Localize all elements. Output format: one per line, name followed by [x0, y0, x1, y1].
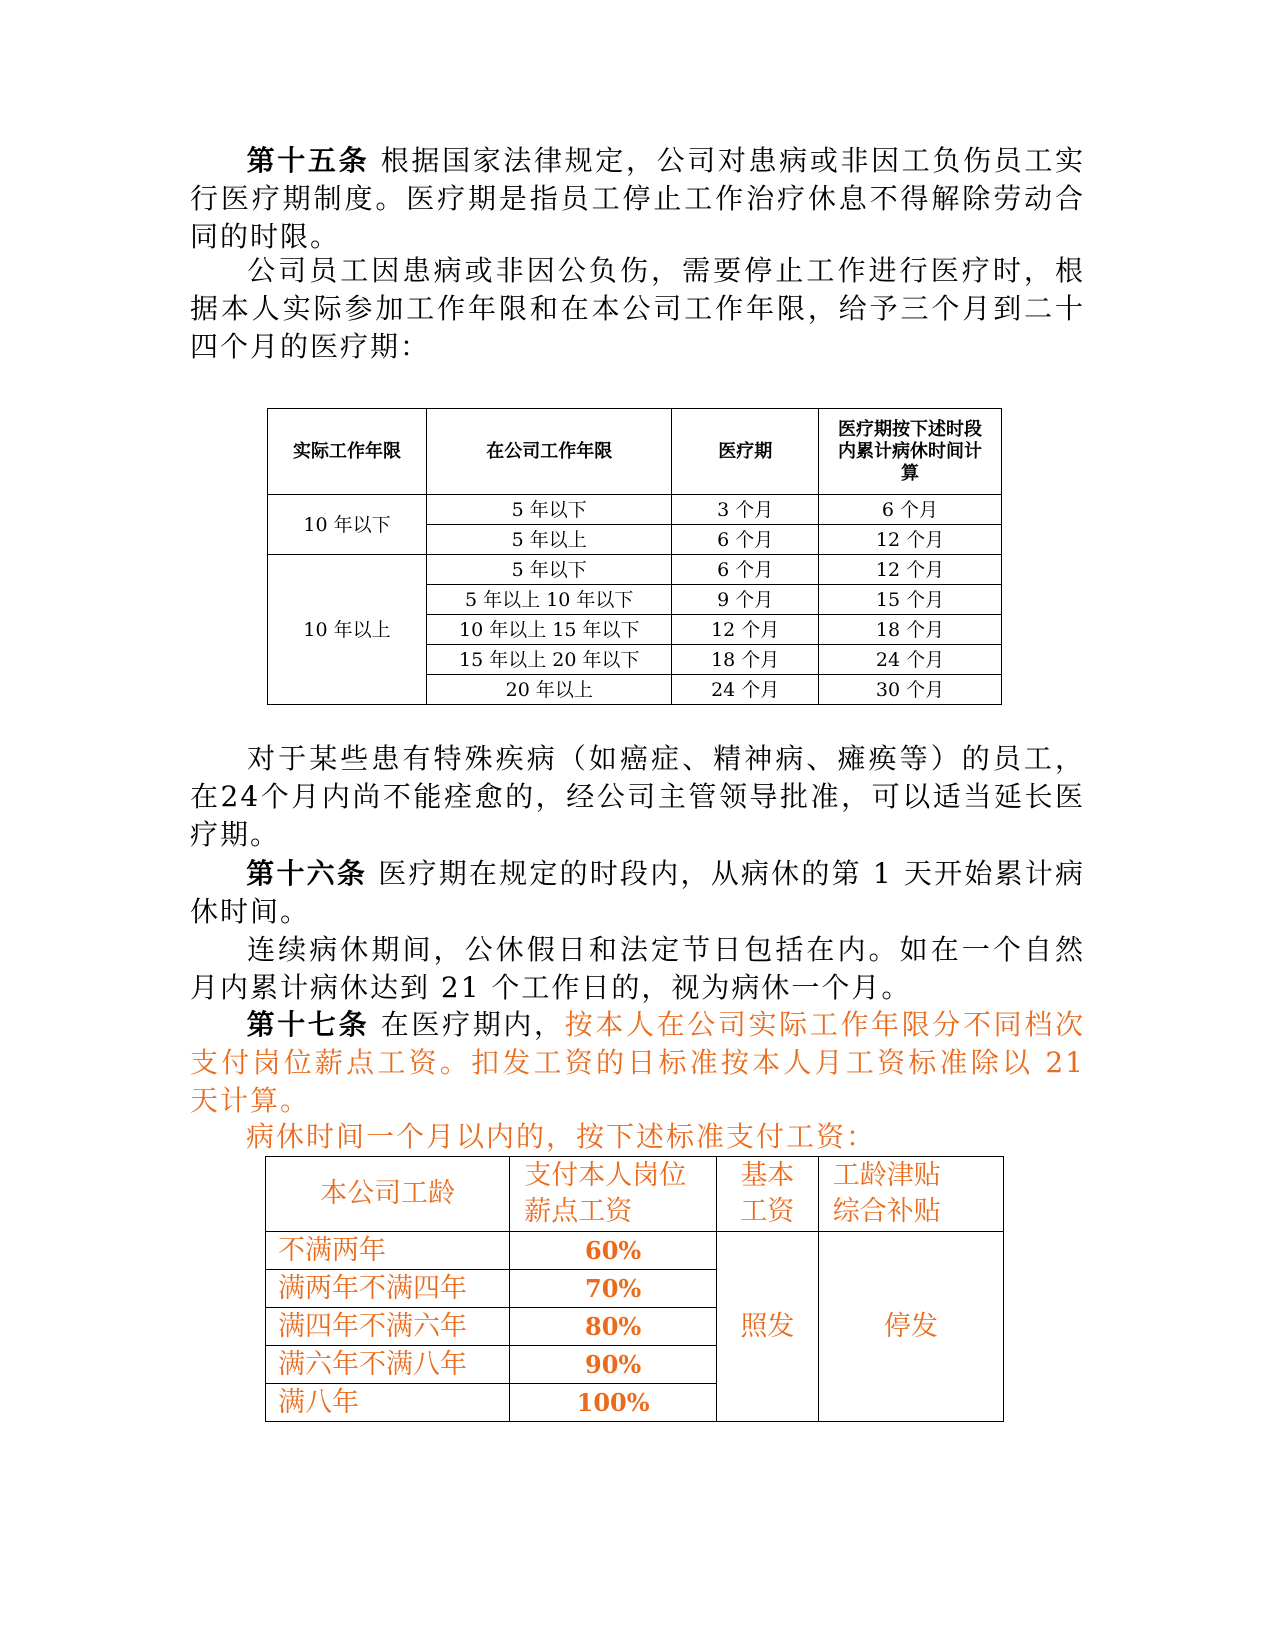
table2-percent-cell: 100%: [510, 1384, 717, 1422]
table1-cell: 6 个月: [672, 555, 819, 585]
article-17: [190, 1006, 1085, 1120]
table2-header-line: 综合补贴: [832, 1196, 941, 1227]
table2-percent-cell: 80%: [510, 1308, 717, 1346]
table1-cell: 18 个月: [819, 615, 1002, 645]
table1-cell: 9 个月: [672, 585, 819, 615]
table2-percent-cell: 90%: [510, 1346, 717, 1384]
table2-header-cell: [716, 1157, 818, 1232]
table1-cell: 6 个月: [672, 525, 819, 555]
table1-header-cell: 实际工作年限: [268, 409, 427, 495]
article-15: [190, 142, 1085, 256]
table2-seniority-cell: 不满两年: [266, 1232, 510, 1270]
table2-allowance-cell: 停发: [818, 1232, 1003, 1422]
article-15-text: 根据国家法律规定，公司对患病或非因工负伤员工实行医疗期制度。医疗期是指员工停止工作治疗休息不得解除劳动合同的时限。: [190, 144, 1085, 253]
article-16-text: 医疗期在规定的时段内，从病休的第 1 天开始累计病休时间。: [190, 857, 1085, 928]
article-15-para2: [190, 252, 1085, 366]
special-disease-text: 对于某些患有特殊疾病（如癌症、精神病、瘫痪等）的员工，在24个月内尚不能痊愈的，经公司主管领导批准，可以适当延长医疗期。: [190, 742, 1085, 851]
table1-header-cell: 在公司工作年限: [427, 409, 672, 495]
table2-seniority-cell: 满四年不满六年: [266, 1308, 510, 1346]
article-15-label: 第十五条: [246, 144, 370, 177]
table1-header-cell: 医疗期: [672, 409, 819, 495]
table1-cell: 6 个月: [819, 495, 1002, 525]
table2-header-line: 基本: [740, 1160, 795, 1191]
table2-header-row: [266, 1157, 1004, 1232]
table1-cell: 12 个月: [819, 555, 1002, 585]
table2-basic-pay-cell: 照发: [716, 1232, 818, 1422]
table2-header-cell: [510, 1157, 717, 1232]
article-17-para2-text: 病休时间一个月以内的，按下述标准支付工资：: [246, 1120, 877, 1153]
table1-cell: 10 年以上 15 年以下: [427, 615, 672, 645]
table1-row: [268, 555, 1002, 585]
table1-group-label: 10 年以上: [268, 555, 427, 705]
table1-cell: 5 年以下: [427, 555, 672, 585]
table1-header-row: [268, 409, 1002, 495]
table2-seniority-cell: 满八年: [266, 1384, 510, 1422]
table2-header-cell: 本公司工龄: [266, 1157, 510, 1232]
article-17-highlight-text: 按本人在公司实际工作年限分不同档次支付岗位薪点工资。扣发工资的日标准按本人月工资标准除以 21 天计算。: [190, 1008, 1085, 1117]
table2-header-line: 薪点工资: [524, 1196, 633, 1227]
table2-header-line: 工龄津贴: [832, 1160, 941, 1191]
article-16-para2-text: 连续病休期间，公休假日和法定节日包括在内。如在一个自然月内累计病休达到 21 个工作日的，视为病休一个月。: [190, 933, 1085, 1004]
table1-header-cell: 医疗期按下述时段内累计病休时间计算: [819, 409, 1002, 495]
table1-cell: 24 个月: [819, 645, 1002, 675]
table2-row: [266, 1232, 1004, 1270]
table2-seniority-cell: 满两年不满四年: [266, 1270, 510, 1308]
table1-cell: 12 个月: [819, 525, 1002, 555]
table1-cell: 15 年以上 20 年以下: [427, 645, 672, 675]
article-16: [190, 855, 1085, 931]
table1-cell: 30 个月: [819, 675, 1002, 705]
table1-cell: 5 年以下: [427, 495, 672, 525]
table1-cell: 15 个月: [819, 585, 1002, 615]
table2-percent-cell: 60%: [510, 1232, 717, 1270]
article-16-label: 第十六条: [246, 857, 368, 890]
medical-period-table: [267, 408, 1002, 705]
sick-pay-table: [265, 1156, 1004, 1422]
table1-row: [268, 495, 1002, 525]
table1-cell: 24 个月: [672, 675, 819, 705]
table2-seniority-cell: 满六年不满八年: [266, 1346, 510, 1384]
table2-header-line: 支付本人岗位: [524, 1160, 687, 1191]
article-17-text: 在医疗期内，: [380, 1008, 565, 1041]
article-17-para2: [190, 1118, 1085, 1156]
table1-cell: 5 年以上 10 年以下: [427, 585, 672, 615]
table1-cell: 12 个月: [672, 615, 819, 645]
table2-header-line: 工资: [740, 1196, 795, 1227]
table1-cell: 18 个月: [672, 645, 819, 675]
article-15-para2-text: 公司员工因患病或非因公负伤，需要停止工作进行医疗时，根据本人实际参加工作年限和在本公司工作年限，给予三个月到二十四个月的医疗期：: [190, 254, 1085, 363]
special-disease-paragraph: [190, 740, 1085, 854]
table1-cell: 20 年以上: [427, 675, 672, 705]
table2-percent-cell: 70%: [510, 1270, 717, 1308]
article-16-para2: [190, 931, 1085, 1007]
table1-group-label: 10 年以下: [268, 495, 427, 555]
article-17-label: 第十七条: [246, 1008, 370, 1041]
table1-cell: 3 个月: [672, 495, 819, 525]
table1-cell: 5 年以上: [427, 525, 672, 555]
table2-header-cell: [818, 1157, 1003, 1232]
